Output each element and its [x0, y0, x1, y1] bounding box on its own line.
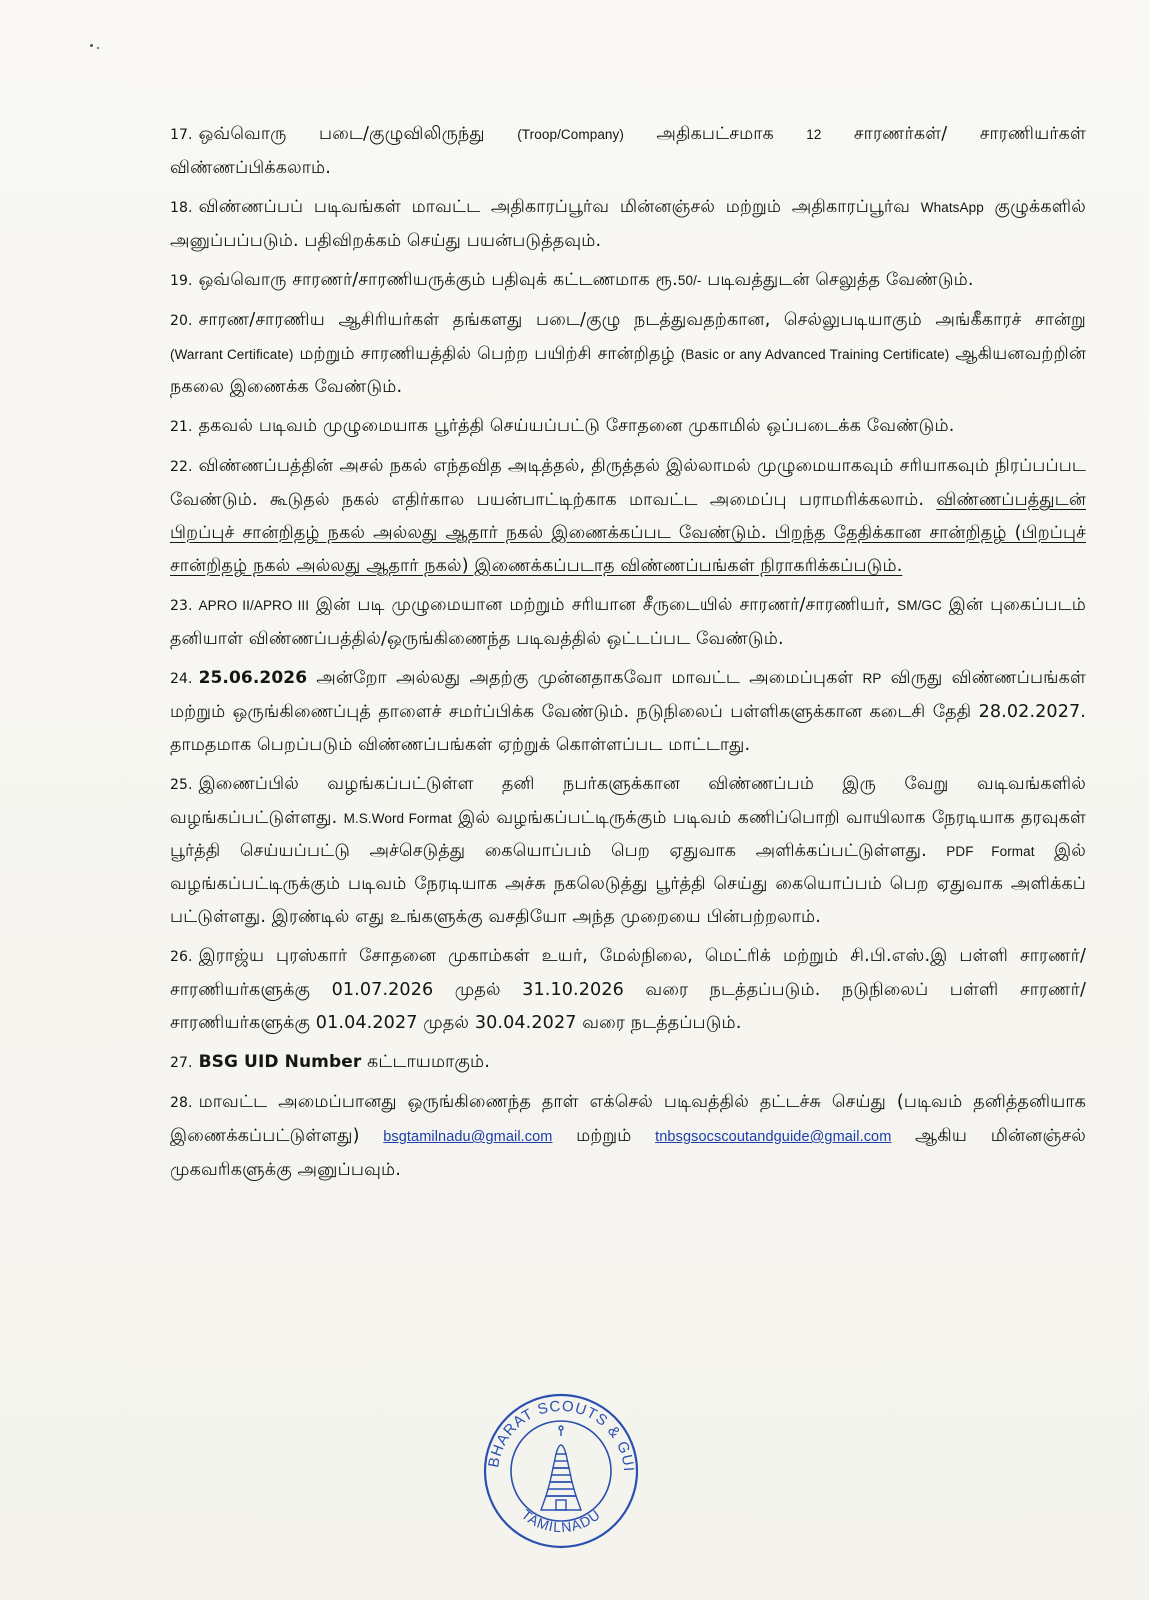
bold-label: BSG UID Number [198, 1052, 362, 1072]
temple-tower-icon [541, 1426, 581, 1510]
paragraph-text: சாரண/சாரணிய ஆசிரியர்கள் தங்களது படை/குழு நடத்துவதற்கான, செல்லுபடியாகும் அங்கீகாரச் சான்று [198, 310, 1086, 330]
scan-speck [90, 44, 93, 47]
latin-text: (Warrant Certificate) [170, 347, 294, 362]
underlined-text: விண்ணப்பத்துடன் பிறப்புச் சான்றிதழ் நகல் அல்லது ஆதார் நகல் இணைக்கப்பட வேண்டும். பிறந்த தேதிக்கான சான்றிதழ் (பிறப்புச் சான்றிதழ் நகல் அல்லது ஆதார் நகல்) இணைக்கப்படாத விண்ணப்பங்கள் நிராகரிக்கப்படும். [170, 490, 1086, 576]
paragraph-number: 19. [170, 273, 193, 289]
paragraph-text: மாவட்ட அமைப்பானது ஒருங்கிணைந்த தாள் எக்செல் படிவத்தில் தட்டச்சு செய்து (படிவம் தனித்தனியாக இணைக்கப்பட்டுள்ளது) [170, 1092, 1086, 1146]
bharat-scouts-guides-seal [478, 1386, 644, 1552]
paragraph-text: குழுக்களில் அனுப்பப்படும். பதிவிறக்கம் செய்து பயன்படுத்தவும். [170, 197, 1086, 251]
paragraph-number: 25. [170, 777, 193, 793]
scan-speck [97, 47, 99, 49]
bold-date: 25.06.2026 [198, 668, 308, 688]
seal-graphic [478, 1386, 644, 1552]
latin-text: 12 [806, 127, 822, 142]
paragraph-23 [170, 589, 1086, 656]
paragraph-text: விருது விண்ணப்பங்கள் மற்றும் ஒருங்கிணைப்புத் தாளைச் சமர்ப்பிக்க வேண்டும். நடுநிலைப் பள்ளிகளுக்கான கடைசி தேதி 28.02.2027. தாமதமாக பெறப்படும் விண்ணப்பங்கள் ஏற்றுக் கொள்ளப்பட மாட்டாது. [170, 668, 1086, 755]
paragraph-text: இல் வழங்கப்பட்டிருக்கும் படிவம் கணிப்பொறி வாயிலாக நேரடியாக தரவுகள் பூர்த்தி செய்யப்பட்டு அச்செடுத்து கையொப்பம் பெற ஏதுவாக அளிக்கப்பட்டுள்ளது. [170, 808, 1086, 861]
paragraph-number: 24. [170, 671, 193, 687]
paragraph-text: இராஜ்ய புரஸ்கார் சோதனை முகாம்கள் உயர், மேல்நிலை, மெட்ரிக் மற்றும் சி.பி.எஸ்.இ பள்ளி சாரணர்/சாரணியர்களுக்கு 01.07.2026 முதல் 31.10.2026 வரை நடத்தப்படும். நடுநிலைப் பள்ளி சாரணர்/சாரணியர்களுக்கு 01.04.2027 முதல் 30.04.2027 வரை நடத்தப்படும். [170, 946, 1086, 1033]
email-link-tnbsgsoc[interactable]: tnbsgsocscoutandguide@gmail.com [655, 1129, 892, 1145]
paragraph-text: இல் வழங்கப்பட்டிருக்கும் படிவம் நேரடியாக அச்சு நகலெடுத்து பூர்த்தி செய்து கையொப்பம் பெற ஏதுவாக அளிக்கப் பட்டுள்ளது. இரண்டில் எது உங்களுக்கு வசதியோ அந்த முறையை பின்பற்றலாம். [170, 841, 1087, 927]
paragraph-text: விண்ணப்பத்தின் அசல் நகல் எந்தவித அடித்தல், திருத்தல் இல்லாமல் முழுமையாகவும் சரியாகவும் நிரப்பப்பட வேண்டும். கூடுதல் நகல் எதிர்கால பயன்பாட்டிற்காக மாவட்ட அமைப்பு பராமரிக்கலாம். [170, 456, 1086, 510]
paragraph-27 [170, 1046, 1086, 1080]
paragraph-text: இன் புகைப்படம் தனியாள் விண்ணப்பத்தில்/ஒருங்கிணைந்த படிவத்தில் ஒட்டப்பட வேண்டும். [170, 595, 1087, 649]
paragraph-text: இன் படி முழுமையான மற்றும் சரியான சீருடையில் சாரணர்/சாரணியர், [309, 595, 898, 615]
paragraph-number: 20. [170, 313, 193, 329]
paragraph-18 [170, 191, 1086, 258]
latin-text: (Basic or any Advanced Training Certificate) [680, 347, 950, 362]
paragraph-25 [170, 768, 1086, 934]
document-body [170, 118, 1086, 1193]
paragraph-number: 21. [170, 419, 193, 435]
paragraph-text: அன்றோ அல்லது அதற்கு முன்னதாகவோ மாவட்ட அமைப்புகள் [307, 668, 863, 688]
paragraph-text: மற்றும் [552, 1126, 656, 1146]
seal-bottom-text: TAMILNADU [518, 1506, 604, 1536]
paragraph-26 [170, 940, 1086, 1040]
paragraph-number: 23. [170, 598, 193, 614]
latin-text: 50/- [677, 273, 702, 288]
email-link-bsgtamilnadu[interactable]: bsgtamilnadu@gmail.com [383, 1129, 553, 1145]
paragraph-text: தகவல் படிவம் முழுமையாக பூர்த்தி செய்யப்பட்டு சோதனை முகாமில் ஒப்படைக்க வேண்டும். [198, 416, 955, 436]
paragraph-number: 26. [170, 949, 193, 965]
paragraph-text: படிவத்துடன் செலுத்த வேண்டும். [701, 270, 974, 290]
paragraph-number: 27. [170, 1055, 193, 1071]
paragraph-number: 18. [170, 200, 193, 216]
paragraph-text: சாரணர்கள்/ சாரணியர்கள் விண்ணப்பிக்கலாம். [170, 124, 1086, 178]
paragraph-text: இணைப்பில் வழங்கப்பட்டுள்ள தனி நபர்களுக்கான விண்ணப்பம் இரு வேறு வடிவங்களில் வழங்கப்பட்டுள்ளது. [170, 774, 1086, 828]
latin-text: SM/GC [897, 598, 942, 613]
paragraph-21 [170, 410, 1086, 444]
latin-text: M.S.Word Format [343, 811, 452, 826]
paragraph-text: ஆகியனவற்றின் நகலை இணைக்க வேண்டும். [170, 344, 1086, 397]
paragraph-text: அதிகபட்சமாக [624, 124, 807, 144]
paragraph-number: 22. [170, 459, 193, 475]
latin-text: RP [862, 671, 882, 686]
paragraph-24 [170, 662, 1086, 762]
paragraph-text: ஒவ்வொரு படை/குழுவிலிருந்து [198, 124, 518, 144]
paragraph-22 [170, 450, 1086, 583]
latin-text: APRO II/APRO III [198, 598, 310, 613]
paragraph-text: ஒவ்வொரு சாரணர்/சாரணியருக்கும் பதிவுக் கட்டணமாக ரூ. [198, 270, 678, 290]
latin-text: PDF Format [946, 844, 1035, 859]
paragraph-19 [170, 264, 1086, 298]
paragraph-text: விண்ணப்பப் படிவங்கள் மாவட்ட அதிகாரப்பூர்வ மின்னஞ்சல் மற்றும் அதிகாரப்பூர்வ [198, 197, 921, 217]
paragraph-number: 28. [170, 1095, 193, 1111]
paragraph-text: கட்டாயமாகும். [361, 1052, 491, 1072]
seal-top-text: BHARAT SCOUTS & GUI [485, 1397, 638, 1473]
paragraph-28 [170, 1086, 1086, 1187]
paragraph-number: 17. [170, 127, 193, 143]
latin-text: (Troop/Company) [517, 127, 624, 142]
paragraph-text: மற்றும் சாரணியத்தில் பெற்ற பயிற்சி சான்றிதழ் [293, 344, 681, 364]
paragraph-17 [170, 118, 1086, 185]
latin-text: WhatsApp [920, 200, 984, 215]
paragraph-20 [170, 304, 1086, 404]
paragraph-text: ஆகிய மின்னஞ்சல் முகவரிகளுக்கு அனுப்பவும். [170, 1126, 1086, 1180]
